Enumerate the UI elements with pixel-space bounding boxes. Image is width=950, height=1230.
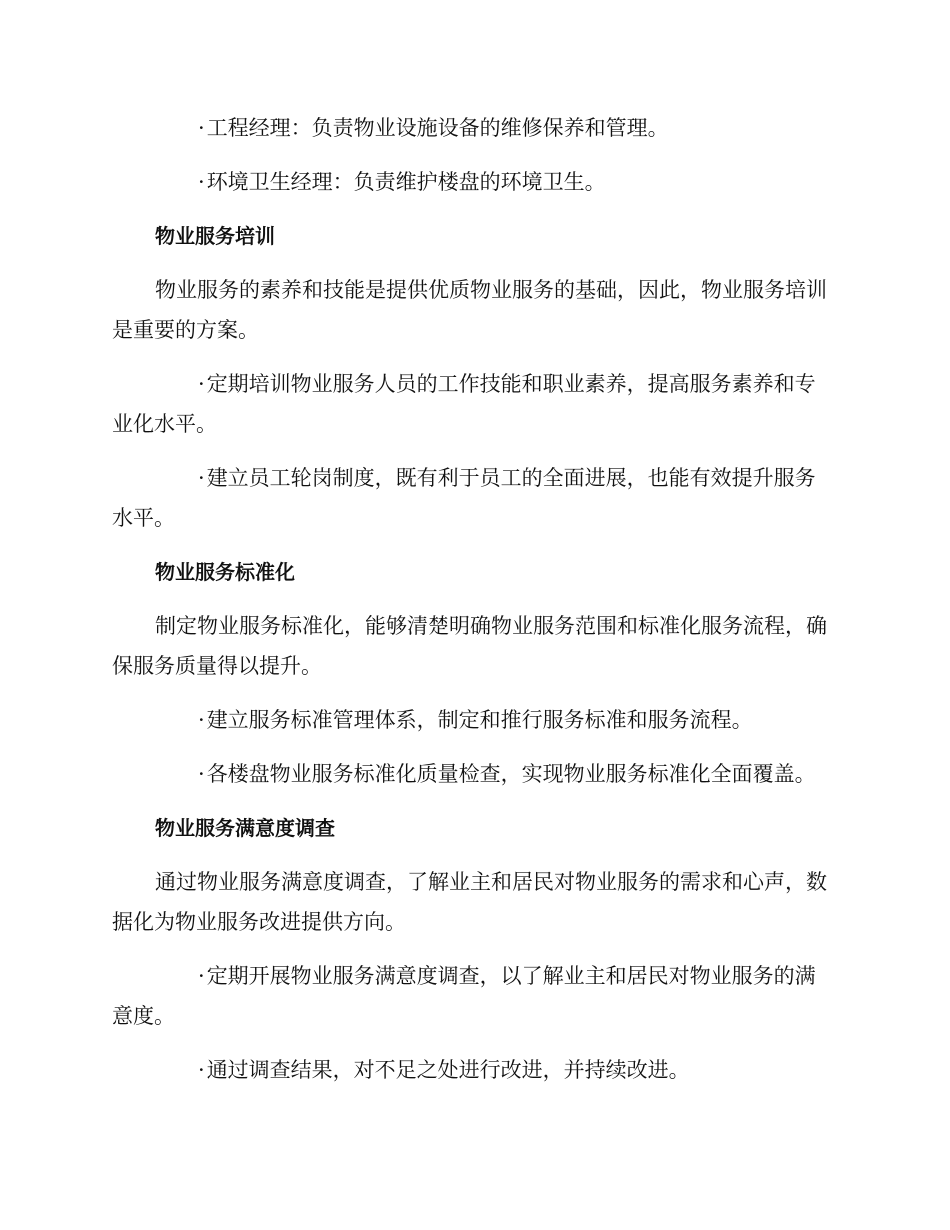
bullet-text: 建立员工轮岗制度，既有利于员工的全面进展，也能有效提升服务水平。 <box>112 466 816 530</box>
bullet-dot: · <box>198 964 205 988</box>
bullet-item <box>112 108 832 148</box>
bullet-text: 定期培训物业服务人员的工作技能和职业素养，提高服务素养和专业化水平。 <box>112 372 816 436</box>
bullet-item <box>112 754 832 794</box>
bullet-item <box>112 700 832 740</box>
bullet-item <box>112 364 832 444</box>
bullet-dot: · <box>198 116 205 140</box>
bullet-dot: · <box>198 170 205 194</box>
bullet-dot: · <box>198 372 205 396</box>
bullet-text: 工程经理：负责物业设施设备的维修保养和管理。 <box>206 116 669 140</box>
bullet-text: 建立服务标准管理体系，制定和推行服务标准和服务流程。 <box>206 708 753 732</box>
section-heading: 物业服务培训 <box>155 224 275 248</box>
bullet-text: 环境卫生经理：负责维护楼盘的环境卫生。 <box>206 170 606 194</box>
paragraph: 通过物业服务满意度调查，了解业主和居民对物业服务的需求和心声，数据化为物业服务改进提供方向。 <box>112 870 827 934</box>
paragraph: 物业服务的素养和技能是提供优质物业服务的基础，因此，物业服务培训是重要的方案。 <box>112 278 827 342</box>
section-heading: 物业服务满意度调查 <box>155 816 335 840</box>
bullet-item <box>112 956 832 1036</box>
bullet-item <box>112 1050 832 1090</box>
bullet-text: 通过调查结果，对不足之处进行改进，并持续改进。 <box>206 1058 690 1082</box>
document-body <box>112 108 832 1090</box>
bullet-text: 定期开展物业服务满意度调查，以了解业主和居民对物业服务的满意度。 <box>112 964 816 1028</box>
paragraph: 制定物业服务标准化，能够清楚明确物业服务范围和标准化服务流程，确保服务质量得以提升。 <box>112 614 827 678</box>
bullet-item <box>112 458 832 538</box>
bullet-text: 各楼盘物业服务标准化质量检查，实现物业服务标准化全面覆盖。 <box>206 762 816 786</box>
bullet-item <box>112 162 832 202</box>
bullet-dot: · <box>198 762 205 786</box>
bullet-dot: · <box>198 466 205 490</box>
section-heading: 物业服务标准化 <box>155 560 295 584</box>
bullet-dot: · <box>198 708 205 732</box>
bullet-dot: · <box>198 1058 205 1082</box>
